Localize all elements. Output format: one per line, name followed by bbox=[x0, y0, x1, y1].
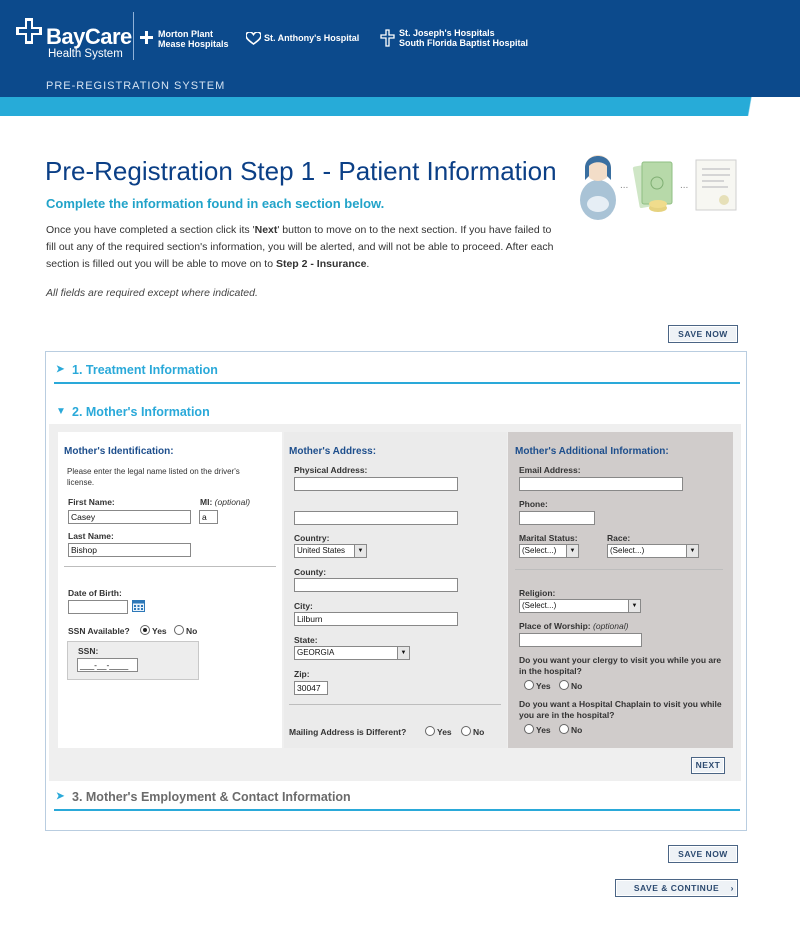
dob-label: Date of Birth: bbox=[68, 588, 122, 598]
religion-label: Religion: bbox=[519, 588, 556, 598]
next-button[interactable]: NEXT bbox=[691, 757, 725, 774]
hospital-name-line2: South Florida Baptist Hospital bbox=[399, 38, 529, 48]
mailing-different-label: Mailing Address is Different? bbox=[289, 727, 407, 737]
expand-arrow-icon: ➤ bbox=[56, 364, 65, 375]
hospital-name: Morton Plant bbox=[158, 29, 213, 39]
heart-icon bbox=[246, 32, 261, 45]
page-subtitle: Complete the information found in each section below. bbox=[46, 196, 385, 211]
marital-status-select[interactable]: (Select...) ▼ bbox=[519, 544, 579, 558]
logo-name: BayCare bbox=[46, 24, 132, 49]
ssn-available-no-radio[interactable]: No bbox=[174, 625, 197, 636]
radio-icon bbox=[174, 625, 184, 635]
state-select[interactable]: GEORGIA ▼ bbox=[294, 646, 410, 660]
chaplain-no-radio[interactable]: No bbox=[559, 724, 582, 735]
system-label: PRE-REGISTRATION SYSTEM bbox=[46, 80, 226, 92]
mi-input[interactable]: a bbox=[199, 510, 218, 524]
radio-icon bbox=[524, 724, 534, 734]
header-accent-stripe bbox=[0, 97, 745, 116]
header-divider bbox=[133, 12, 134, 60]
dropdown-arrow-icon: ▼ bbox=[628, 600, 640, 612]
section-title: 3. Mother's Employment & Contact Information bbox=[72, 790, 351, 804]
money-icon bbox=[633, 162, 672, 212]
ssn-available-label: SSN Available? bbox=[68, 626, 130, 636]
ssn-input[interactable]: ___-__-____ bbox=[77, 658, 138, 672]
email-input[interactable] bbox=[519, 477, 683, 491]
save-continue-button[interactable] bbox=[615, 879, 738, 897]
section-mothers-information[interactable] bbox=[54, 401, 740, 426]
marital-status-label: Marital Status: bbox=[519, 533, 578, 543]
dropdown-arrow-icon: ▼ bbox=[686, 545, 698, 557]
address-heading: Mother's Address: bbox=[289, 446, 377, 457]
city-input[interactable]: Lilburn bbox=[294, 612, 458, 626]
zip-label: Zip: bbox=[294, 669, 310, 679]
race-label: Race: bbox=[607, 533, 631, 543]
country-select[interactable]: United States ▼ bbox=[294, 544, 367, 558]
dropdown-arrow-icon: ▼ bbox=[566, 545, 578, 557]
morton-plant-icon bbox=[139, 30, 154, 45]
clergy-yes-radio[interactable]: Yes bbox=[524, 680, 551, 691]
county-input[interactable] bbox=[294, 578, 458, 592]
mailing-yes-radio[interactable]: Yes bbox=[425, 726, 452, 737]
required-note: All fields are required except where indicated. bbox=[46, 287, 258, 299]
section-title: 1. Treatment Information bbox=[72, 363, 218, 377]
baycare-cross-icon bbox=[14, 16, 44, 46]
mother-icon bbox=[580, 155, 616, 220]
phone-label: Phone: bbox=[519, 499, 548, 509]
ssn-label: SSN: bbox=[78, 646, 99, 656]
hospital-name: St. Anthony's Hospital bbox=[264, 33, 360, 43]
chaplain-question: Do you want a Hospital Chaplain to visit you while you are in the hospital? bbox=[519, 699, 722, 720]
st-josephs-cross-icon bbox=[380, 29, 395, 47]
radio-selected-icon bbox=[140, 625, 150, 635]
divider bbox=[289, 704, 501, 705]
section-treatment-information[interactable] bbox=[54, 359, 740, 384]
dob-input[interactable] bbox=[68, 600, 128, 614]
race-select[interactable]: (Select...) ▼ bbox=[607, 544, 699, 558]
radio-icon bbox=[524, 680, 534, 690]
chaplain-yes-radio[interactable]: Yes bbox=[524, 724, 551, 735]
divider bbox=[64, 566, 276, 567]
additional-info-heading: Mother's Additional Information: bbox=[515, 446, 669, 457]
intro-text: Once you have completed a section click its 'Next' button to move on to the next section. If you have failed to fill out any of the required section's information, you will be alerted, and will not be able to proceed. After each section is filled out you will be able to move on to Step 2 - Insurance. bbox=[46, 224, 554, 270]
save-continue-label: SAVE & CONTINUE bbox=[633, 883, 720, 893]
zip-input[interactable]: 30047 bbox=[294, 681, 328, 695]
hospital-name-line2: Mease Hospitals bbox=[158, 39, 229, 49]
chevron-right-icon: › bbox=[730, 883, 734, 893]
page-title: Pre-Registration Step 1 - Patient Information bbox=[45, 156, 557, 186]
document-icon bbox=[696, 160, 736, 210]
country-label: Country: bbox=[294, 533, 330, 543]
state-label: State: bbox=[294, 635, 318, 645]
identification-heading: Mother's Identification: bbox=[64, 446, 174, 457]
physical-address-label: Physical Address: bbox=[294, 465, 368, 475]
phone-input[interactable] bbox=[519, 511, 595, 525]
clergy-question: Do you want your clergy to visit you while you are in the hospital? bbox=[519, 655, 722, 676]
clergy-no-radio[interactable]: No bbox=[559, 680, 582, 691]
email-label: Email Address: bbox=[519, 465, 581, 475]
identification-help: Please enter the legal name listed on the driver's license. bbox=[67, 467, 240, 487]
mailing-no-radio[interactable]: No bbox=[461, 726, 484, 737]
radio-icon bbox=[559, 724, 569, 734]
calendar-icon[interactable] bbox=[132, 599, 145, 612]
expand-arrow-icon: ➤ bbox=[56, 791, 65, 802]
svg-text:...: ... bbox=[620, 180, 629, 191]
save-now-button-bottom[interactable]: SAVE NOW bbox=[668, 845, 738, 863]
logo-subtitle: Health System bbox=[48, 48, 123, 60]
ssn-available-yes-radio[interactable]: Yes bbox=[140, 625, 167, 636]
last-name-input[interactable]: Bishop bbox=[68, 543, 191, 557]
section-employment-contact[interactable] bbox=[54, 786, 740, 811]
county-label: County: bbox=[294, 567, 327, 577]
header-accent-stripe-end bbox=[745, 97, 800, 116]
dropdown-arrow-icon: ▼ bbox=[354, 545, 366, 557]
place-of-worship-label: Place of Worship: (optional) bbox=[519, 621, 629, 631]
radio-icon bbox=[425, 726, 435, 736]
mi-label: MI: (optional) bbox=[200, 497, 251, 507]
collapse-arrow-icon: ▼ bbox=[56, 406, 66, 417]
radio-icon bbox=[559, 680, 569, 690]
dropdown-arrow-icon: ▼ bbox=[397, 647, 409, 659]
radio-icon bbox=[461, 726, 471, 736]
save-now-button-top[interactable]: SAVE NOW bbox=[668, 325, 738, 343]
site-header bbox=[0, 0, 800, 97]
city-label: City: bbox=[294, 601, 313, 611]
section-title: 2. Mother's Information bbox=[72, 405, 210, 419]
first-name-input[interactable]: Casey bbox=[68, 510, 191, 524]
place-of-worship-input[interactable] bbox=[519, 633, 642, 647]
registration-steps-illustration bbox=[576, 146, 746, 222]
first-name-label: First Name: bbox=[68, 497, 115, 507]
address-line1-input[interactable] bbox=[294, 477, 458, 491]
last-name-label: Last Name: bbox=[68, 531, 114, 541]
divider bbox=[515, 569, 723, 570]
religion-select[interactable]: (Select...) ▼ bbox=[519, 599, 641, 613]
hospital-name: St. Joseph's Hospitals bbox=[399, 28, 495, 38]
svg-text:...: ... bbox=[680, 180, 689, 191]
address-line2-input[interactable] bbox=[294, 511, 458, 525]
